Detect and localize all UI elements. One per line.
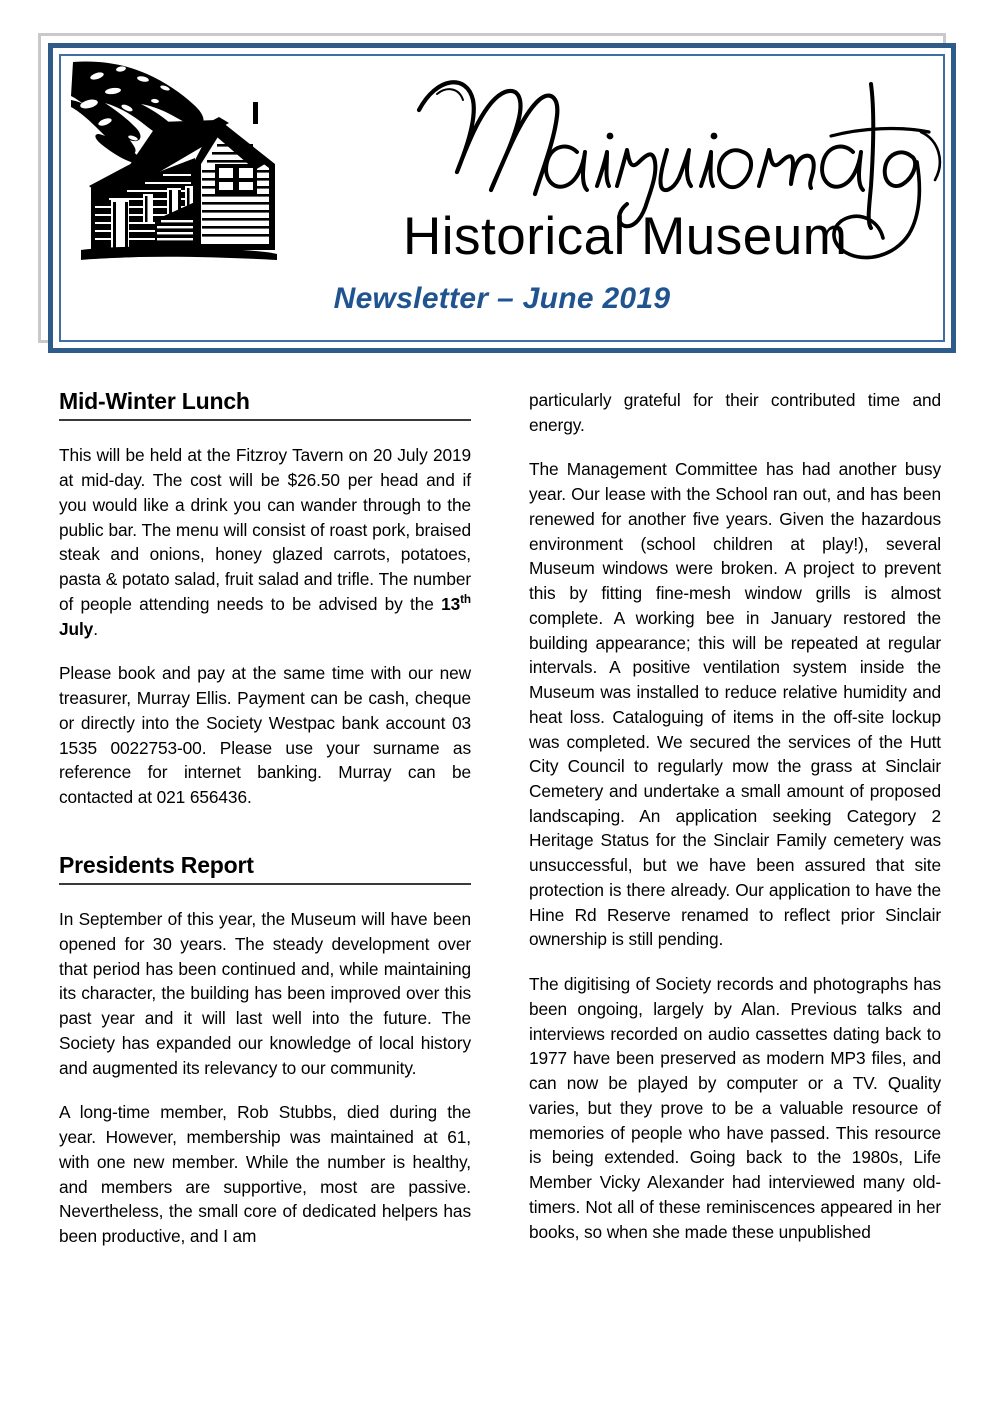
text-run: .: [93, 618, 98, 639]
paragraph: Please book and pay at the same time with our new treasurer, Murray Ellis. Payment can be cash, cheque or directly into the Society Westpac bank account 03 1535 0022753-00. Please use your surname as reference for internet banking. Murray can be contacted at 021 656436.: [59, 663, 471, 807]
paragraph: The digitising of Society records and photographs has been ongoing, largely by Alan. Previous talks and interviews recorded on audio cassettes dating back to 1977 have been preserved as modern MP3 files, and can now be played by computer or a TV. Quality varies, but they prove to be a valuable resource of memories of people who have passed. This resource is being extended. Going back to the 1980s, Life Member Vicky Alexander had interviewed many old-timers. Not all of these reminiscences appeared in her books, so when she made these unpublished: [529, 974, 941, 1242]
paragraph: The Management Committee has had another busy year. Our lease with the School ran out, and has been renewed for another five years. Given the hazardous environment (school children at play!), several Museum windows were broken. A project to prevent this by fitting fine-mesh window grills is almost complete. A working bee in January restored the building appearance; this will be repeated at regular intervals. A positive ventilation system inside the Museum was installed to reduce relative humidity and heat loss. Cataloguing of items in the off-site lockup was completed. We secured the services of the Hutt City Council to regularly mow the grass at Sinclair Cemetery and undertake a small amount of proposed landscaping. An application seeking Category 2 Heritage Status for the Sinclair Family cemetery was unsuccessful, but we have been assured that site protection is there already. Our application to have the Hine Rd Reserve renamed to reflect prior Sinclair ownership is still pending.: [529, 459, 941, 950]
paragraph: A long-time member, Rob Stubbs, died during the year. However, membership was maintained at 61, with one new member. While the number is healthy, and members are supportive, most are passive. Nevertheless, the small core of dedicated helpers has been productive, and I am: [59, 1102, 471, 1246]
section-presidents-report-header: [59, 852, 471, 885]
newsletter-header-banner: [0, 0, 1000, 372]
paragraph: In September of this year, the Museum will have been opened for 30 years. The steady development over that period has been continued and, while maintaining its character, the building has been improved over this past year and it will last well into the future. The Society has expanded our knowledge of local history and augmented its relevancy to our community.: [59, 909, 471, 1078]
section-heading: Presidents Report: [59, 851, 254, 878]
section-mid-winter-lunch-header: [59, 388, 471, 421]
banner-blue-frame-white-line: [55, 50, 949, 346]
text-run-bold: July: [59, 618, 94, 639]
text-run: This will be held at the Fitzroy Tavern on 20 July 2019 at mid-day. The cost will be $26.50 per head and if you would like a drink you can wander through to the public bar. The menu will consist of roast pork, braised steak and onions, honey glazed carrots, potatoes, pasta & potato salad, fruit salad and trifle. The number of people attending needs to be advised by the: [59, 445, 471, 614]
banner-blue-frame-inner-line: [59, 54, 945, 342]
heading-rule: [59, 419, 471, 421]
heading-rule: [59, 883, 471, 885]
text-run-bold: 13: [441, 593, 461, 614]
museum-building-icon: [69, 60, 409, 275]
left-column: [59, 388, 471, 1249]
banner-content: [61, 56, 943, 340]
section-heading: Mid-Winter Lunch: [59, 388, 250, 414]
museum-wordmark: [401, 66, 943, 276]
paragraph: particularly grateful for their contributed time and energy.: [529, 390, 941, 435]
banner-blue-frame: [48, 43, 956, 353]
paragraph: [59, 443, 471, 641]
newsletter-title: Newsletter – June 2019: [333, 282, 671, 315]
right-column: [529, 388, 941, 1244]
text-run-superscript: th: [460, 593, 471, 607]
svg-text:Historical Museum: Historical Museum: [403, 207, 848, 266]
